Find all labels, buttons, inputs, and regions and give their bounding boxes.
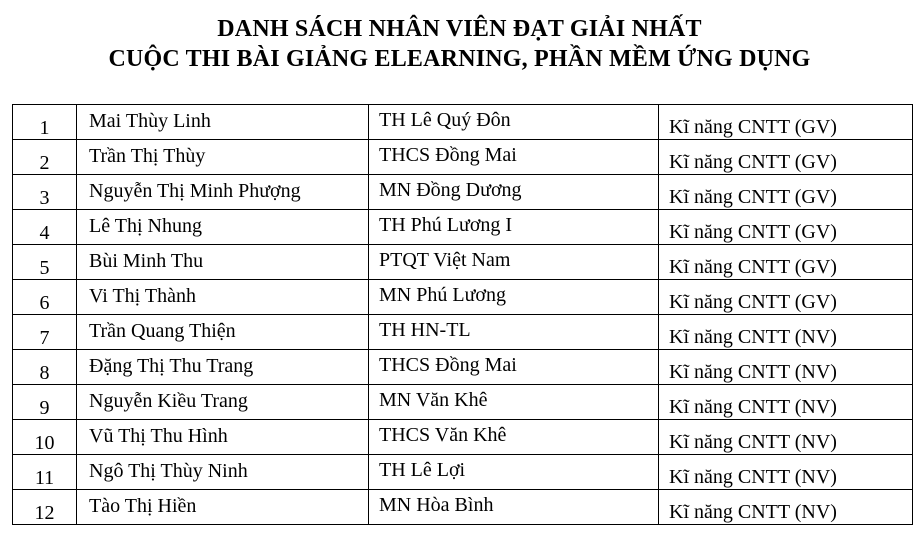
school-name-cell (369, 385, 659, 420)
school-name: MN Hòa Bình (379, 494, 494, 516)
table-row (13, 455, 913, 490)
school-name-cell (369, 140, 659, 175)
title-line-1: DANH SÁCH NHÂN VIÊN ĐẠT GIẢI NHẤT (217, 16, 702, 42)
school-name: TH HN-TL (379, 319, 471, 341)
award-category-cell (659, 175, 913, 210)
row-number: 6 (39, 292, 50, 314)
row-number: 11 (34, 467, 55, 489)
school-name: TH Lê Quý Đôn (379, 109, 511, 131)
employee-name-cell (77, 455, 369, 490)
award-category: Kĩ năng CNTT (GV) (669, 116, 837, 138)
school-name-cell (369, 105, 659, 140)
award-category: Kĩ năng CNTT (GV) (669, 151, 837, 173)
table-row (13, 350, 913, 385)
row-number: 1 (39, 117, 50, 139)
row-number-cell (13, 175, 77, 210)
employee-name-cell (77, 175, 369, 210)
row-number-cell (13, 210, 77, 245)
school-name: THCS Đồng Mai (379, 144, 517, 166)
award-category: Kĩ năng CNTT (GV) (669, 221, 837, 243)
employee-name: Vũ Thị Thu Hình (89, 425, 228, 447)
school-name: MN Phú Lương (379, 284, 506, 306)
employee-name-cell (77, 210, 369, 245)
row-number-cell (13, 105, 77, 140)
winners-table (12, 104, 913, 525)
row-number-cell (13, 280, 77, 315)
school-name: PTQT Việt Nam (379, 249, 511, 271)
school-name-cell (369, 350, 659, 385)
employee-name-cell (77, 105, 369, 140)
award-category-cell (659, 455, 913, 490)
award-category: Kĩ năng CNTT (NV) (669, 396, 837, 418)
row-number-cell (13, 315, 77, 350)
school-name: THCS Đồng Mai (379, 354, 517, 376)
employee-name: Nguyễn Kiều Trang (89, 390, 248, 412)
row-number: 8 (39, 362, 50, 384)
row-number-cell (13, 245, 77, 280)
row-number-cell (13, 140, 77, 175)
award-category-cell (659, 105, 913, 140)
award-category-cell (659, 350, 913, 385)
employee-name: Tào Thị Hiền (89, 495, 197, 517)
row-number: 4 (39, 222, 50, 244)
award-category-cell (659, 280, 913, 315)
table-row (13, 315, 913, 350)
employee-name-cell (77, 420, 369, 455)
employee-name-cell (77, 385, 369, 420)
winners-table-body (13, 105, 913, 525)
title-line-2: CUỘC THI BÀI GIẢNG ELEARNING, PHẦN MỀM ỨNG DỤNG (108, 46, 811, 72)
employee-name: Mai Thùy Linh (89, 110, 211, 132)
school-name-cell (369, 420, 659, 455)
award-category-cell (659, 490, 913, 525)
award-category-cell (659, 315, 913, 350)
school-name-cell (369, 210, 659, 245)
row-number-cell (13, 350, 77, 385)
award-category-cell (659, 420, 913, 455)
employee-name: Lê Thị Nhung (89, 215, 202, 237)
table-row (13, 175, 913, 210)
award-category: Kĩ năng CNTT (NV) (669, 466, 837, 488)
school-name: TH Lê Lợi (379, 459, 466, 481)
award-category: Kĩ năng CNTT (GV) (669, 256, 837, 278)
school-name-cell (369, 245, 659, 280)
award-category: Kĩ năng CNTT (NV) (669, 361, 837, 383)
school-name: MN Văn Khê (379, 389, 488, 411)
employee-name: Bùi Minh Thu (89, 250, 204, 272)
award-category: Kĩ năng CNTT (NV) (669, 501, 837, 523)
employee-name-cell (77, 350, 369, 385)
school-name-cell (369, 175, 659, 210)
employee-name: Đặng Thị Thu Trang (89, 355, 254, 377)
school-name: TH Phú Lương I (379, 214, 513, 236)
row-number-cell (13, 490, 77, 525)
award-category: Kĩ năng CNTT (GV) (669, 186, 837, 208)
award-category: Kĩ năng CNTT (NV) (669, 431, 837, 453)
employee-name-cell (77, 140, 369, 175)
row-number-cell (13, 385, 77, 420)
award-category-cell (659, 140, 913, 175)
school-name-cell (369, 315, 659, 350)
school-name-cell (369, 490, 659, 525)
employee-name: Ngô Thị Thùy Ninh (89, 460, 248, 482)
award-category-cell (659, 245, 913, 280)
table-row (13, 280, 913, 315)
row-number-cell (13, 455, 77, 490)
row-number: 10 (34, 432, 55, 454)
school-name-cell (369, 280, 659, 315)
school-name: THCS Văn Khê (379, 424, 507, 446)
award-category: Kĩ năng CNTT (NV) (669, 326, 837, 348)
employee-name: Trần Quang Thiện (89, 320, 236, 342)
table-row (13, 245, 913, 280)
award-category-cell (659, 385, 913, 420)
employee-name-cell (77, 245, 369, 280)
employee-name-cell (77, 490, 369, 525)
employee-name: Trần Thị Thùy (89, 145, 206, 167)
row-number: 3 (39, 187, 50, 209)
row-number: 7 (39, 327, 50, 349)
table-row (13, 490, 913, 525)
table-row (13, 420, 913, 455)
row-number: 9 (39, 397, 50, 419)
school-name: MN Đồng Dương (379, 179, 522, 201)
row-number: 2 (39, 152, 50, 174)
row-number-cell (13, 420, 77, 455)
row-number: 5 (39, 257, 50, 279)
table-row (13, 105, 913, 140)
table-row (13, 140, 913, 175)
award-category: Kĩ năng CNTT (GV) (669, 291, 837, 313)
employee-name: Nguyễn Thị Minh Phượng (89, 180, 301, 202)
school-name-cell (369, 455, 659, 490)
table-row (13, 385, 913, 420)
award-category-cell (659, 210, 913, 245)
document-title (0, 14, 919, 74)
employee-name: Vi Thị Thành (89, 285, 196, 307)
employee-name-cell (77, 280, 369, 315)
row-number: 12 (34, 502, 55, 524)
employee-name-cell (77, 315, 369, 350)
table-row (13, 210, 913, 245)
